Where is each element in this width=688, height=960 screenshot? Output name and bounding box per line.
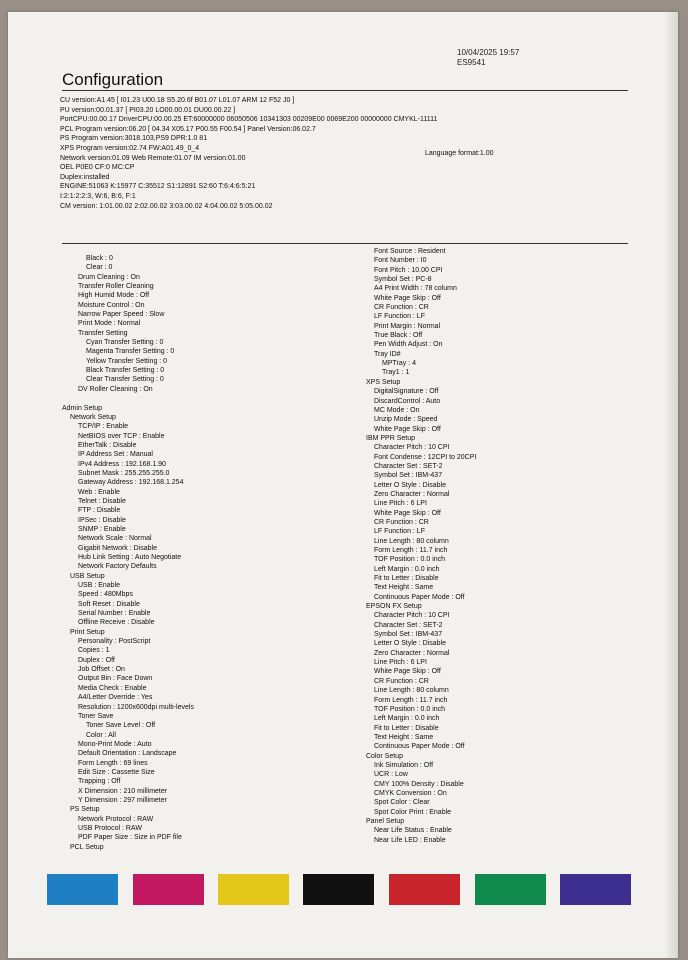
setting-line: TCP/IP : Enable: [78, 423, 129, 431]
setting-line: Form Length : 11.7 inch: [374, 696, 448, 704]
setting-line: Yellow Transfer Setting : 0: [86, 357, 168, 365]
setting-line: Print Margin : Normal: [374, 322, 441, 330]
setting-line: Admin Setup: [62, 404, 103, 412]
setting-line: Tray1 : 1: [382, 369, 410, 377]
setting-line: Personality : PostScript: [78, 638, 151, 646]
setting-line: Near Life Status : Enable: [374, 827, 452, 835]
setting-line: IP Address Set : Manual: [78, 451, 153, 459]
setting-line: Toner Save: [78, 712, 114, 720]
setting-line: White Page Skip : Off: [374, 668, 441, 676]
magenta-color-bar: [133, 874, 204, 905]
setting-line: Y Dimension : 297 millimeter: [78, 796, 167, 804]
setting-line: IPv4 Address : 192.168.1.90: [78, 460, 166, 468]
language-format: Language format:1.00: [425, 150, 494, 157]
setting-line: Transfer Roller Cleaning: [78, 283, 154, 291]
setting-line: XPS Setup: [366, 378, 401, 386]
setting-line: Line Pitch : 6 LPI: [374, 659, 427, 667]
setting-line: Form Length : 11.7 inch: [374, 547, 448, 554]
setting-line: Character Pitch : 10 CPI: [374, 444, 450, 452]
setting-line: White Page Skip : Off: [374, 509, 441, 517]
setting-line: Print Setup: [70, 628, 105, 636]
version-line: PU version:00.01.37 [ PI03.20 LO00.00.01 DU00.00.22 ]: [60, 106, 236, 114]
setting-line: Black : 0: [86, 255, 113, 262]
setting-line: Zero Character : Normal: [374, 490, 450, 498]
setting-line: Continuous Paper Mode : Off: [374, 743, 465, 751]
setting-line: Line Length : 80 column: [374, 687, 449, 695]
setting-line: Fit to Letter : Disable: [374, 575, 439, 583]
setting-line: Left Margin : 0.0 inch: [374, 565, 440, 573]
setting-line: TOF Position : 0.0 inch: [374, 705, 446, 713]
setting-line: USB : Enable: [78, 582, 121, 590]
setting-line: Form Length : 69 lines: [78, 759, 148, 767]
setting-line: Black Transfer Setting : 0: [86, 367, 165, 375]
version-line: ENGINE:51063 K:15977 C:35512 S1:12891 S2:60 T:6:4:6:5:21: [60, 183, 256, 191]
setting-line: Gigabit Network : Disable: [78, 544, 157, 552]
setting-line: Tray ID#: [374, 350, 401, 358]
setting-line: USB Setup: [70, 572, 105, 580]
setting-line: Symbol Set : PC-8: [374, 276, 432, 284]
blue-color-bar: [560, 874, 631, 905]
setting-line: Panel Setup: [366, 817, 405, 825]
setting-line: LF Function : LF: [374, 528, 425, 536]
setting-line: DV Roller Cleaning : On: [78, 385, 153, 393]
setting-line: Print Mode : Normal: [78, 320, 141, 328]
version-line: I:2:1:2:2:3, W:6, B:6, F:1: [60, 192, 136, 200]
setting-line: [54, 394, 194, 403]
setting-line: Copies : 1: [78, 647, 110, 655]
setting-line: PCL Setup: [70, 843, 104, 851]
paper-shadow-edge: [664, 12, 678, 958]
setting-line: PDF Paper Size : Size in PDF file: [78, 834, 182, 842]
setting-line: Letter O Style : Disable: [374, 640, 446, 648]
header-info: [457, 48, 519, 68]
cyan-color-bar: [47, 874, 118, 905]
setting-line: Telnet : Disable: [78, 497, 126, 505]
setting-line: Magenta Transfer Setting : 0: [86, 348, 175, 356]
setting-line: Media Check : Enable: [78, 684, 147, 692]
setting-line: SNMP : Enable: [78, 525, 126, 533]
setting-line: Color Setup: [366, 752, 403, 760]
version-line: PortCPU:00.00.17 DriverCPU:00.00.25 ET:60000000 06050506 10341303 00209E00 0069E200 00000000 CMYKL-11111: [60, 116, 438, 124]
setting-line: Clear : 0: [86, 264, 113, 272]
setting-line: CMYK Conversion : On: [374, 789, 447, 797]
setting-line: White Page Skip : Off: [374, 425, 441, 433]
setting-line: Font Condense : 12CPI to 20CPI: [374, 453, 477, 461]
setting-line: A4 Print Width : 78 column: [374, 285, 457, 293]
title-rule: [62, 90, 628, 91]
setting-line: Character Pitch : 10 CPI: [374, 612, 450, 620]
version-line: PS Program version:3018.103,PS9 DPR:1.0 81: [60, 135, 208, 143]
setting-line: Text Height : Same: [374, 584, 434, 592]
setting-line: Symbol Set : IBM-437: [374, 472, 443, 480]
setting-line: Ink Simulation : Off: [374, 761, 434, 769]
setting-line: TOF Position : 0.0 inch: [374, 556, 446, 564]
setting-line: FTP : Disable: [78, 507, 121, 515]
setting-line: Subnet Mask : 255.255.255.0: [78, 469, 170, 477]
yellow-color-bar: [218, 874, 289, 905]
setting-line: Moisture Control : On: [78, 301, 145, 309]
setting-line: Mono-Print Mode : Auto: [78, 740, 152, 748]
section-rule: [62, 243, 628, 244]
setting-line: High Humid Mode : Off: [78, 292, 150, 300]
setting-line: True Black : Off: [374, 332, 423, 340]
setting-line: White Page Skip : Off: [374, 294, 441, 302]
setting-line: NetBIOS over TCP : Enable: [78, 432, 165, 440]
settings-column-right: [358, 247, 476, 845]
green-color-bar: [475, 874, 546, 905]
setting-line: Font Source : Resident: [374, 248, 446, 255]
setting-line: Gateway Address : 192.168.1.254: [78, 479, 184, 487]
setting-line: Job Offset : On: [78, 666, 125, 674]
setting-line: PS Setup: [70, 806, 100, 814]
setting-line: Soft Reset : Disable: [78, 600, 140, 608]
setting-line: EPSON FX Setup: [366, 603, 422, 611]
setting-line: Font Pitch : 10.00 CPI: [374, 266, 443, 274]
setting-line: Speed : 480Mbps: [78, 591, 133, 599]
setting-line: MC Mode : On: [374, 406, 420, 414]
setting-line: Unzip Mode : Speed: [374, 416, 438, 424]
version-line: PCL Program version:06.20 [ 04.34 X05.17 P00.55 F00.54 ] Panel Version:06.02.7: [60, 125, 316, 133]
setting-line: Spot Color : Clear: [374, 799, 430, 807]
setting-line: Letter O Style : Disable: [374, 481, 446, 489]
setting-line: Pen Width Adjust : On: [374, 341, 443, 349]
setting-line: Web : Enable: [78, 488, 120, 496]
setting-line: Serial Number : Enable: [78, 610, 151, 618]
setting-line: CR Function : CR: [374, 518, 429, 526]
setting-line: Line Pitch : 6 LPI: [374, 500, 427, 508]
print-datetime: 10/04/2025 19:57: [457, 48, 520, 57]
version-line: Duplex:installed: [60, 173, 110, 181]
printer-model: ES9541: [457, 58, 486, 67]
setting-line: DiscardControl : Auto: [374, 397, 441, 405]
setting-line: Network Protocol : RAW: [78, 815, 154, 823]
setting-line: Fit to Letter : Disable: [374, 724, 439, 732]
setting-line: MPTray : 4: [382, 360, 416, 368]
setting-line: Drum Cleaning : On: [78, 273, 140, 281]
version-line: CU version:A1.45 [ I01.23 U00.18 S5.20.6f B01.07 L01.07 ARM 12 F52 J0 ]: [60, 97, 295, 104]
setting-line: CR Function : CR: [374, 677, 429, 685]
setting-line: LF Function : LF: [374, 313, 425, 321]
version-line: CM version: 1:01.00.02 2:02.00.02 3:03.00.02 4:04.00.02 5:05.00.02: [60, 202, 273, 210]
setting-line: Text Height : Same: [374, 733, 434, 741]
setting-line: Resolution : 1200x600dpi multi-levels: [78, 703, 194, 711]
setting-line: Narrow Paper Speed : Slow: [78, 311, 165, 319]
setting-line: Edit Size : Cassette Size: [78, 768, 155, 776]
setting-line: Cyan Transfer Setting : 0: [86, 339, 164, 347]
setting-line: Hub Link Setting : Auto Negotiate: [78, 554, 182, 561]
setting-line: Trapping : Off: [78, 778, 121, 786]
setting-line: Transfer Setting: [78, 329, 128, 337]
setting-line: IBM PPR Setup: [366, 434, 416, 442]
setting-line: Network Setup: [70, 413, 116, 421]
setting-line: Output Bin : Face Down: [78, 675, 153, 683]
setting-line: Default Orientation : Landscape: [78, 750, 177, 758]
setting-line: DigitalSignature : Off: [374, 388, 439, 396]
version-line: Network version:01.09 Web Remote:01.07 IM version:01.00: [60, 154, 246, 162]
setting-line: Network Factory Defaults: [78, 563, 157, 571]
setting-line: CR Function : CR: [374, 304, 429, 312]
setting-line: Symbol Set : IBM-437: [374, 631, 443, 639]
setting-line: Character Set : SET-2: [374, 621, 443, 629]
red-color-bar: [389, 874, 460, 905]
setting-line: UCR : Low: [374, 771, 408, 779]
setting-line: Zero Character : Normal: [374, 649, 450, 657]
setting-line: EtherTalk : Disable: [78, 441, 137, 449]
setting-line: Font Number : I0: [374, 257, 427, 265]
setting-line: X Dimension : 210 millimeter: [78, 787, 168, 795]
setting-line: Color : All: [86, 731, 116, 739]
setting-line: Duplex : Off: [78, 656, 115, 664]
setting-line: CMY 100% Density : Disable: [374, 780, 464, 788]
setting-line: Line Length : 80 column: [374, 537, 449, 545]
setting-line: Clear Transfer Setting : 0: [86, 376, 164, 384]
version-line: OEL P0E0 CF:0 MC:CP: [60, 164, 135, 172]
setting-line: Continuous Paper Mode : Off: [374, 593, 465, 601]
setting-line: Character Set : SET-2: [374, 462, 443, 470]
setting-line: Near Life LED : Enable: [374, 836, 446, 844]
setting-line: USB Protocol : RAW: [78, 824, 142, 832]
setting-line: Network Scale : Normal: [78, 535, 152, 543]
settings-column-left: [54, 254, 194, 852]
black-color-bar: [303, 874, 374, 905]
page-title: Configuration: [62, 70, 164, 89]
setting-line: Left Margin : 0.0 inch: [374, 715, 440, 723]
version-line: XPS Program version:02.74 FW:A01.49_0_4: [60, 144, 200, 152]
setting-line: Offline Receive : Disable: [78, 619, 155, 627]
color-test-bars: [40, 874, 640, 906]
setting-line: A4/Letter Override : Yes: [78, 694, 153, 702]
setting-line: Spot Color Print : Enable: [374, 808, 452, 816]
setting-line: Toner Save Level : Off: [86, 722, 156, 730]
setting-line: IPSec : Disable: [78, 516, 126, 524]
